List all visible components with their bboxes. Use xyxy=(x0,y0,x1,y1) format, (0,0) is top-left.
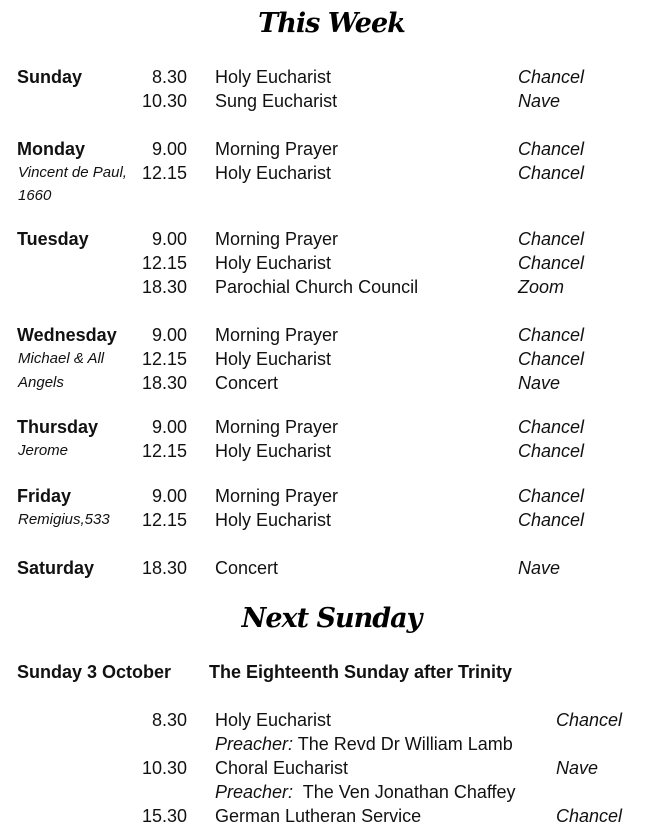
service-event: Morning Prayer xyxy=(215,229,339,249)
service-time: 18.30 xyxy=(141,277,187,297)
service-location: Chancel xyxy=(518,163,585,183)
service-location: Zoom xyxy=(518,277,565,297)
day-thursday: Thursday xyxy=(17,417,99,437)
preacher-name: The Revd Dr William Lamb xyxy=(297,734,513,754)
saint-commemoration: Vincent de Paul, xyxy=(18,164,127,181)
service-location: Chancel xyxy=(518,349,585,369)
service-location: Nave xyxy=(556,758,599,778)
preacher-label: Preacher: xyxy=(215,734,294,754)
schedule-row xyxy=(0,89,663,113)
schedule-row xyxy=(0,484,663,508)
day-wednesday: Wednesday xyxy=(17,325,117,345)
saint-commemoration: Remigius,533 xyxy=(18,511,110,528)
schedule-row xyxy=(0,347,663,371)
service-time: 12.15 xyxy=(141,510,187,530)
schedule-row xyxy=(0,371,663,395)
schedule-row xyxy=(0,556,663,580)
day-friday: Friday xyxy=(17,486,72,506)
service-time: 10.30 xyxy=(141,758,187,778)
schedule-row xyxy=(0,251,663,275)
service-time: 8.30 xyxy=(151,710,187,730)
service-event: Morning Prayer xyxy=(215,325,339,345)
service-time: 12.15 xyxy=(141,253,187,273)
service-event: Morning Prayer xyxy=(215,417,339,437)
preacher-name: The Ven Jonathan Chaffey xyxy=(302,782,516,802)
schedule-row xyxy=(0,708,663,732)
service-event: Choral Eucharist xyxy=(215,758,349,778)
service-time: 9.00 xyxy=(151,139,187,159)
day-tuesday: Tuesday xyxy=(17,229,89,249)
service-time: 9.00 xyxy=(151,417,187,437)
service-event: Concert xyxy=(215,373,279,393)
service-time: 18.30 xyxy=(141,558,187,578)
service-time: 15.30 xyxy=(141,806,187,826)
saint-commemoration-cont: Angels xyxy=(18,374,64,391)
next-sunday-header-row xyxy=(0,660,663,684)
schedule-row xyxy=(0,65,663,89)
service-location: Chancel xyxy=(518,486,585,506)
service-event: Morning Prayer xyxy=(215,486,339,506)
service-location: Chancel xyxy=(556,710,623,730)
service-time: 18.30 xyxy=(141,373,187,393)
next-sunday-date: Sunday 3 October xyxy=(17,662,172,682)
schedule-row xyxy=(0,184,663,208)
schedule-row xyxy=(0,227,663,251)
this-week-heading: This Week xyxy=(258,8,405,39)
schedule-row xyxy=(0,275,663,299)
preacher-row xyxy=(0,732,663,756)
saint-commemoration: Jerome xyxy=(18,442,69,459)
service-time: 12.15 xyxy=(141,349,187,369)
preacher-row xyxy=(0,780,663,804)
schedule-row xyxy=(0,508,663,532)
preacher-line xyxy=(215,780,516,804)
service-location: Chancel xyxy=(518,139,585,159)
service-time: 9.00 xyxy=(151,325,187,345)
service-location: Chancel xyxy=(518,253,585,273)
service-location: Chancel xyxy=(518,325,585,345)
service-event: German Lutheran Service xyxy=(215,806,422,826)
schedule-row xyxy=(0,415,663,439)
service-event: Holy Eucharist xyxy=(215,163,332,183)
preacher-label: Preacher: xyxy=(215,782,294,802)
service-event: Concert xyxy=(215,558,279,578)
service-event: Holy Eucharist xyxy=(215,67,332,87)
service-location: Chancel xyxy=(518,229,585,249)
service-time: 10.30 xyxy=(141,91,187,111)
schedule-row xyxy=(0,137,663,161)
preacher-line xyxy=(215,732,513,756)
service-event: Holy Eucharist xyxy=(215,253,332,273)
service-location: Chancel xyxy=(556,806,623,826)
service-event: Holy Eucharist xyxy=(215,510,332,530)
service-event: Morning Prayer xyxy=(215,139,339,159)
next-sunday-occasion: The Eighteenth Sunday after Trinity xyxy=(209,662,513,682)
service-event: Holy Eucharist xyxy=(215,441,332,461)
day-saturday: Saturday xyxy=(17,558,95,578)
day-sunday: Sunday xyxy=(17,67,83,87)
service-time: 8.30 xyxy=(151,67,187,87)
day-monday: Monday xyxy=(17,139,86,159)
schedule-row xyxy=(0,323,663,347)
service-time: 12.15 xyxy=(141,441,187,461)
saint-commemoration: Michael & All xyxy=(18,350,105,367)
schedule-row xyxy=(0,161,663,185)
service-time: 12.15 xyxy=(141,163,187,183)
service-location: Chancel xyxy=(518,67,585,87)
schedule-row xyxy=(0,439,663,463)
service-event: Sung Eucharist xyxy=(215,91,338,111)
service-time: 9.00 xyxy=(151,229,187,249)
schedule-row xyxy=(0,756,663,780)
service-event: Holy Eucharist xyxy=(215,710,332,730)
service-time: 9.00 xyxy=(151,486,187,506)
schedule-row xyxy=(0,804,663,828)
saint-commemoration-year: 1660 xyxy=(18,187,52,204)
next-sunday-heading: Next Sunday xyxy=(241,603,422,634)
service-location: Chancel xyxy=(518,510,585,530)
service-location: Chancel xyxy=(518,441,585,461)
service-location: Nave xyxy=(518,91,561,111)
service-location: Nave xyxy=(518,558,561,578)
service-event: Parochial Church Council xyxy=(215,277,419,297)
service-location: Nave xyxy=(518,373,561,393)
service-location: Chancel xyxy=(518,417,585,437)
service-event: Holy Eucharist xyxy=(215,349,332,369)
